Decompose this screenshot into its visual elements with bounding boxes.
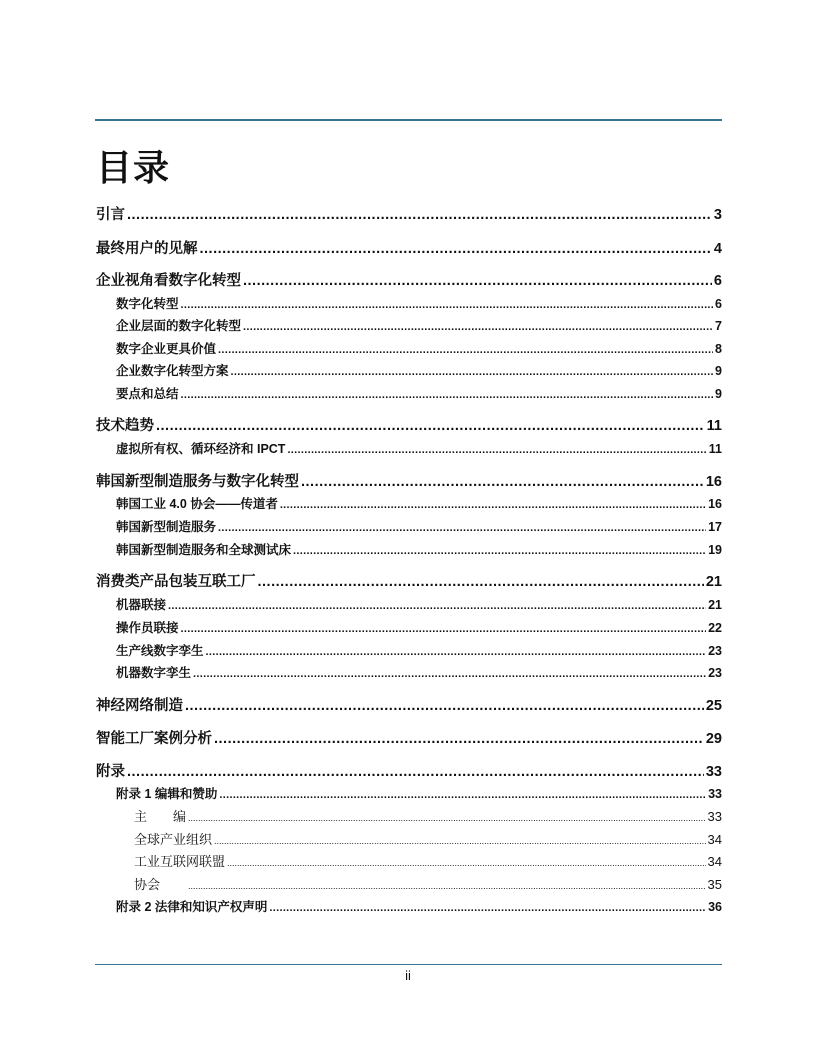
dot-leader [280,499,706,511]
toc-entry-label: 虚拟所有权、循环经济和 IPCT [116,442,286,456]
toc-entry-label: 生产线数字孪生 [116,644,204,658]
toc-entry-label: 数字化转型 [116,297,179,311]
toc-entry-label: 韩国工业 4.0 协会——传道者 [116,497,278,511]
toc-entry-page: 8 [715,342,722,356]
dot-leader [287,444,706,456]
toc-entry-page: 16 [708,497,722,511]
toc-entry-label: 技术趋势 [96,418,154,434]
toc-entry-label: 数字企业更具价值 [116,342,217,356]
dot-leader [185,698,704,714]
toc-entry[interactable] [96,517,722,535]
dot-leader [293,545,706,557]
toc-entry-page: 11 [708,442,722,456]
toc-entry-page: 3 [713,207,722,223]
header-rule [95,119,722,121]
toc-entry[interactable] [96,727,722,748]
toc-entry-page: 21 [708,598,722,612]
toc-entry[interactable] [96,237,722,258]
dot-leader [156,418,705,434]
toc-entry[interactable] [96,540,722,558]
toc-entry[interactable] [96,851,722,870]
toc-entry-label: 智能工厂案例分析 [96,731,212,747]
toc-entry[interactable] [96,439,722,457]
toc-entry-label: 引言 [96,207,125,223]
dot-leader [301,474,704,490]
dot-leader [218,522,706,534]
footer-rule [95,964,722,965]
toc-entry[interactable] [96,294,722,312]
toc-entry-page: 11 [706,418,722,434]
toc-entry[interactable] [96,663,722,681]
toc-entry-label: 协会 [134,877,187,892]
toc-entry-page: 36 [708,900,722,914]
dot-leader [193,668,706,680]
toc-entry-page: 34 [707,832,722,847]
toc-entry[interactable] [96,269,722,290]
toc-entry-page: 9 [715,387,722,401]
toc-entry-page: 23 [708,644,722,658]
dot-leader [243,321,713,333]
toc-entry-page: 21 [705,574,722,590]
toc-entry[interactable] [96,339,722,357]
toc-entry[interactable] [96,806,722,825]
toc-entry-page: 9 [715,364,722,378]
page-title: 目录 [96,147,171,188]
toc-entry-label: 神经网络制造 [96,698,183,714]
toc-entry-label: 企业数字化转型方案 [116,364,229,378]
toc-entry-page: 23 [708,666,722,680]
toc-entry-label: 附录 [96,764,125,780]
toc-entry-label: 企业层面的数字化转型 [116,319,242,333]
toc-entry-page: 33 [705,764,722,780]
toc-entry[interactable] [96,316,722,334]
dot-leader [243,273,712,289]
toc-entry-label: 附录 2 法律和知识产权声明 [116,900,268,914]
toc-entry[interactable] [96,384,722,402]
toc-entry-page: 29 [705,731,722,747]
toc-entry[interactable] [96,784,722,802]
dot-leader [127,764,704,780]
page-number: ii [405,968,411,983]
toc-entry-page: 25 [705,698,722,714]
toc-entry-label: 主 编 [134,809,187,824]
toc-entry[interactable] [96,760,722,781]
toc-entry[interactable] [96,874,722,893]
dot-leader [258,574,704,590]
dot-leader [181,623,707,635]
dot-leader [231,366,714,378]
toc-entry-page: 4 [713,241,722,257]
toc-entry[interactable] [96,414,722,435]
toc-entry[interactable] [96,641,722,659]
toc-entry-label: 要点和总结 [116,387,179,401]
toc-entry[interactable] [96,361,722,379]
toc-entry-label: 韩国新型制造服务和全球测试床 [116,543,292,557]
dot-leader [219,789,706,801]
toc-entry-label: 韩国新型制造服务与数字化转型 [96,474,299,490]
toc-entry-label: 附录 1 编辑和赞助 [116,787,218,801]
toc-entry-label: 机器联接 [116,598,167,612]
toc-entry[interactable] [96,570,722,591]
toc-entry-page: 33 [708,787,722,801]
dot-leader [214,836,706,846]
toc-entry-label: 操作员联接 [116,621,179,635]
toc-entry-page: 35 [707,877,722,892]
dot-leader [127,207,712,223]
toc-entry[interactable] [96,470,722,491]
toc-entry-page: 22 [708,621,722,635]
toc-entry-label: 消费类产品包装互联工厂 [96,574,256,590]
dot-leader [227,858,706,868]
dot-leader [188,881,706,891]
toc-entry-label: 全球产业组织 [134,832,213,847]
toc-entry-page: 34 [707,854,722,869]
toc-entry[interactable] [96,694,722,715]
toc-entry-page: 17 [708,520,722,534]
toc-entry-page: 6 [713,273,722,289]
toc-entry[interactable] [96,618,722,636]
dot-leader [218,344,713,356]
dot-leader [181,389,714,401]
toc-entry-label: 韩国新型制造服务 [116,520,217,534]
toc-entry-label: 企业视角看数字化转型 [96,273,241,289]
toc-entry-page: 6 [715,297,722,311]
dot-leader [214,731,704,747]
dot-leader [200,241,712,257]
toc-entry[interactable] [96,494,722,512]
toc-entry-page: 19 [708,543,722,557]
toc-entry-page: 7 [715,319,722,333]
dot-leader [206,646,707,658]
toc-entry-page: 33 [707,809,722,824]
toc-entry[interactable] [96,897,722,915]
toc-entry[interactable] [96,203,722,224]
dot-leader [188,813,706,823]
toc-entry-label: 最终用户的见解 [96,241,198,257]
dot-leader [168,600,706,612]
toc-entry[interactable] [96,595,722,613]
toc-entry-label: 机器数字孪生 [116,666,192,680]
toc-entry-page: 16 [705,474,722,490]
toc-entry[interactable] [96,829,722,848]
toc-entry-label: 工业互联网联盟 [134,854,226,869]
dot-leader [181,299,714,311]
dot-leader [269,902,706,914]
